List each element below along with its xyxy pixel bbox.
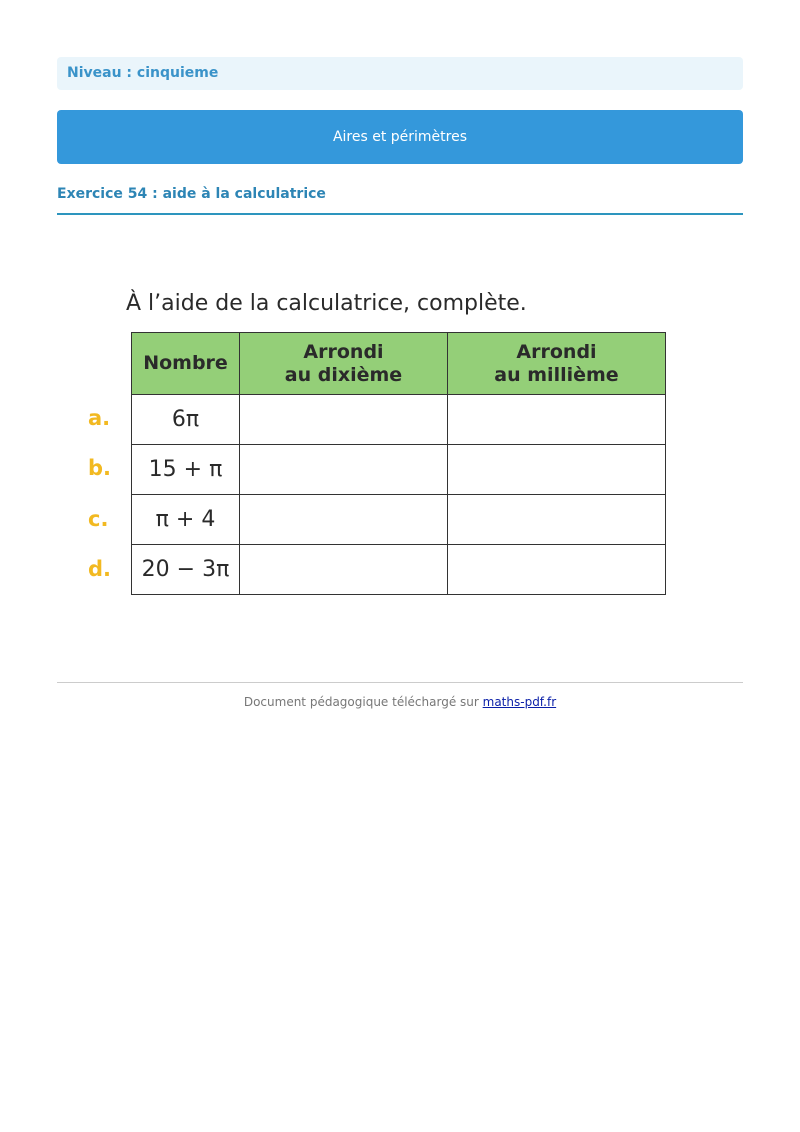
level-box: [57, 57, 743, 90]
table-row: [132, 395, 666, 445]
table-row: [132, 445, 666, 495]
answer-cell-thousandth[interactable]: [448, 445, 666, 495]
header-millieme-text: Arrondi au millième: [494, 340, 619, 386]
table-row: [132, 545, 666, 595]
header-millieme: [448, 333, 666, 395]
row-letter-b: b.: [88, 456, 112, 480]
header-nombre: Nombre: [132, 333, 240, 395]
answer-cell-tenth[interactable]: [240, 545, 448, 595]
row-letter-a: a.: [88, 406, 111, 430]
footer: [0, 695, 800, 709]
header-dixieme: [240, 333, 448, 395]
level-label: Niveau : cinquieme: [67, 65, 219, 81]
row-letter-c: c.: [88, 507, 109, 531]
answer-cell-tenth[interactable]: [240, 495, 448, 545]
answer-cell-thousandth[interactable]: [448, 545, 666, 595]
number-cell: 20 − 3π: [132, 545, 240, 595]
instruction-text: À l’aide de la calculatrice, complète.: [126, 291, 527, 316]
number-cell: 6π: [132, 395, 240, 445]
footer-text: Document pédagogique téléchargé sur: [243, 695, 483, 709]
header-dixieme-text: Arrondi au dixième: [284, 340, 403, 386]
footer-divider: [57, 682, 743, 683]
answer-cell-thousandth[interactable]: [448, 395, 666, 445]
answer-cell-thousandth[interactable]: [448, 495, 666, 545]
footer-link[interactable]: maths-pdf.fr: [482, 695, 557, 709]
row-letter-d: d.: [88, 557, 112, 581]
exercise-table: [131, 332, 666, 595]
answer-cell-tenth[interactable]: [240, 445, 448, 495]
number-cell: π + 4: [132, 495, 240, 545]
table-row: [132, 495, 666, 545]
banner-title: Aires et périmètres: [332, 129, 468, 145]
title-banner: [57, 110, 743, 164]
number-cell: 15 + π: [132, 445, 240, 495]
exercise-title: Exercice 54 : aide à la calculatrice: [57, 186, 743, 215]
answer-cell-tenth[interactable]: [240, 395, 448, 445]
table-header-row: [132, 333, 666, 395]
